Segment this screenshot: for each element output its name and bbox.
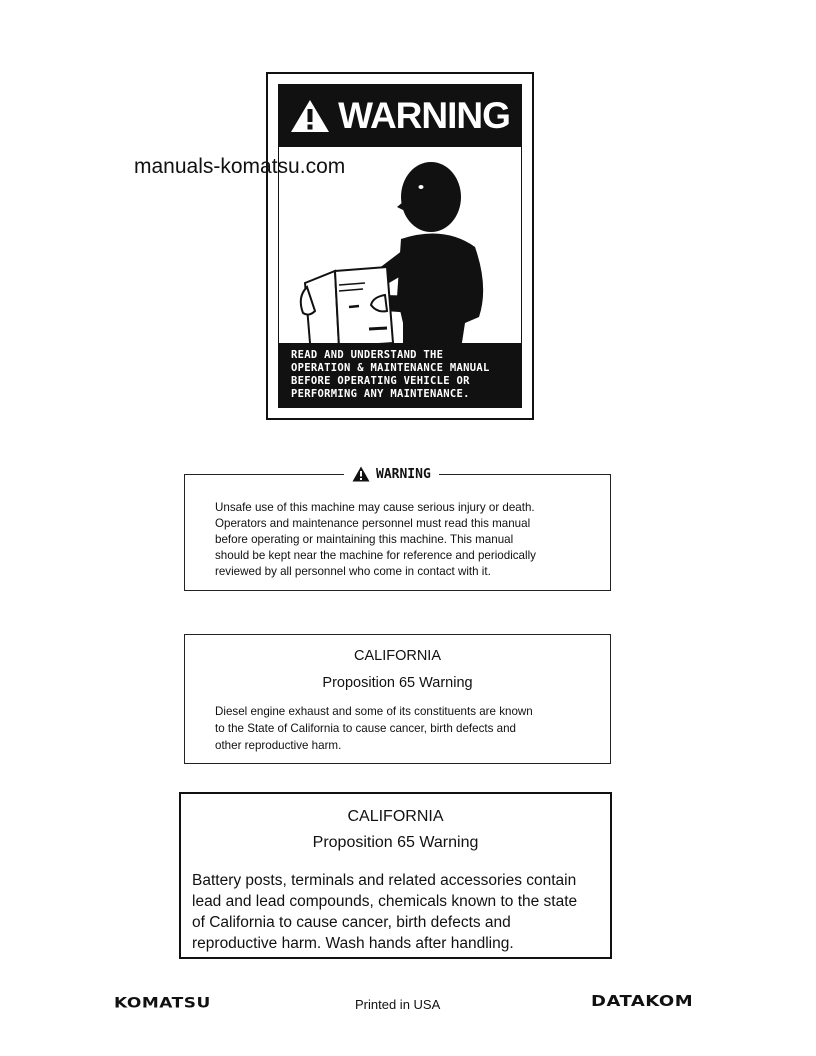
prop65-heading: CALIFORNIA xyxy=(347,808,444,825)
warning-notice-box xyxy=(184,474,611,591)
warning-triangle-icon xyxy=(290,99,330,133)
warning-poster xyxy=(266,72,534,420)
poster-title: WARNING xyxy=(338,95,510,136)
prop65-engine-box xyxy=(184,634,611,764)
poster-line: BEFORE OPERATING VEHICLE OR xyxy=(291,375,470,387)
prop65-battery-body xyxy=(192,870,577,954)
watermark-text: manuals-komatsu.com xyxy=(134,155,346,178)
warning-line: before operating or maintaining this machine. This manual xyxy=(215,533,514,546)
warning-triangle-icon xyxy=(352,466,370,482)
prop65-line: lead and lead compounds, chemicals known to the state xyxy=(192,893,578,910)
prop65-line: Battery posts, terminals and related accessories contain xyxy=(192,872,577,889)
prop65-line: reproductive harm. Wash hands after handling. xyxy=(192,935,514,952)
prop65-heading: CALIFORNIA xyxy=(353,648,441,664)
warning-line: Operators and maintenance personnel must read this manual xyxy=(215,517,531,530)
poster-frame xyxy=(278,84,522,408)
warning-line: Unsafe use of this machine may cause serious injury or death. xyxy=(215,501,535,514)
prop65-line: Diesel engine exhaust and some of its constituents are known xyxy=(215,705,533,718)
poster-line: PERFORMING ANY MAINTENANCE. xyxy=(291,388,470,400)
poster-header xyxy=(279,85,521,147)
prop65-subheading: Proposition 65 Warning xyxy=(322,675,473,691)
poster-line: OPERATION & MAINTENANCE MANUAL xyxy=(291,362,490,374)
poster-instruction-panel xyxy=(279,343,521,407)
warning-line: should be kept near the machine for reference and periodically xyxy=(215,549,536,562)
prop65-line: of California to cause cancer, birth defects and xyxy=(192,914,511,931)
prop65-line: to the State of California to cause cancer, birth defects and xyxy=(215,722,516,735)
warning-notice-heading: WARNING xyxy=(376,466,431,482)
printed-in-text: Printed in USA xyxy=(355,997,441,1012)
prop65-battery-box xyxy=(179,792,612,959)
warning-notice-title xyxy=(344,466,439,482)
prop65-engine-body xyxy=(215,703,533,754)
warning-notice-body xyxy=(215,500,585,580)
prop65-line: other reproductive harm. xyxy=(215,739,342,752)
warning-line: reviewed by all personnel who come in contact with it. xyxy=(215,565,491,578)
prop65-subheading: Proposition 65 Warning xyxy=(312,834,479,851)
komatsu-logo: KOMATSU xyxy=(114,994,211,1012)
datakom-logo: DATAKOM xyxy=(591,992,694,1011)
poster-line: READ AND UNDERSTAND THE xyxy=(291,349,444,361)
